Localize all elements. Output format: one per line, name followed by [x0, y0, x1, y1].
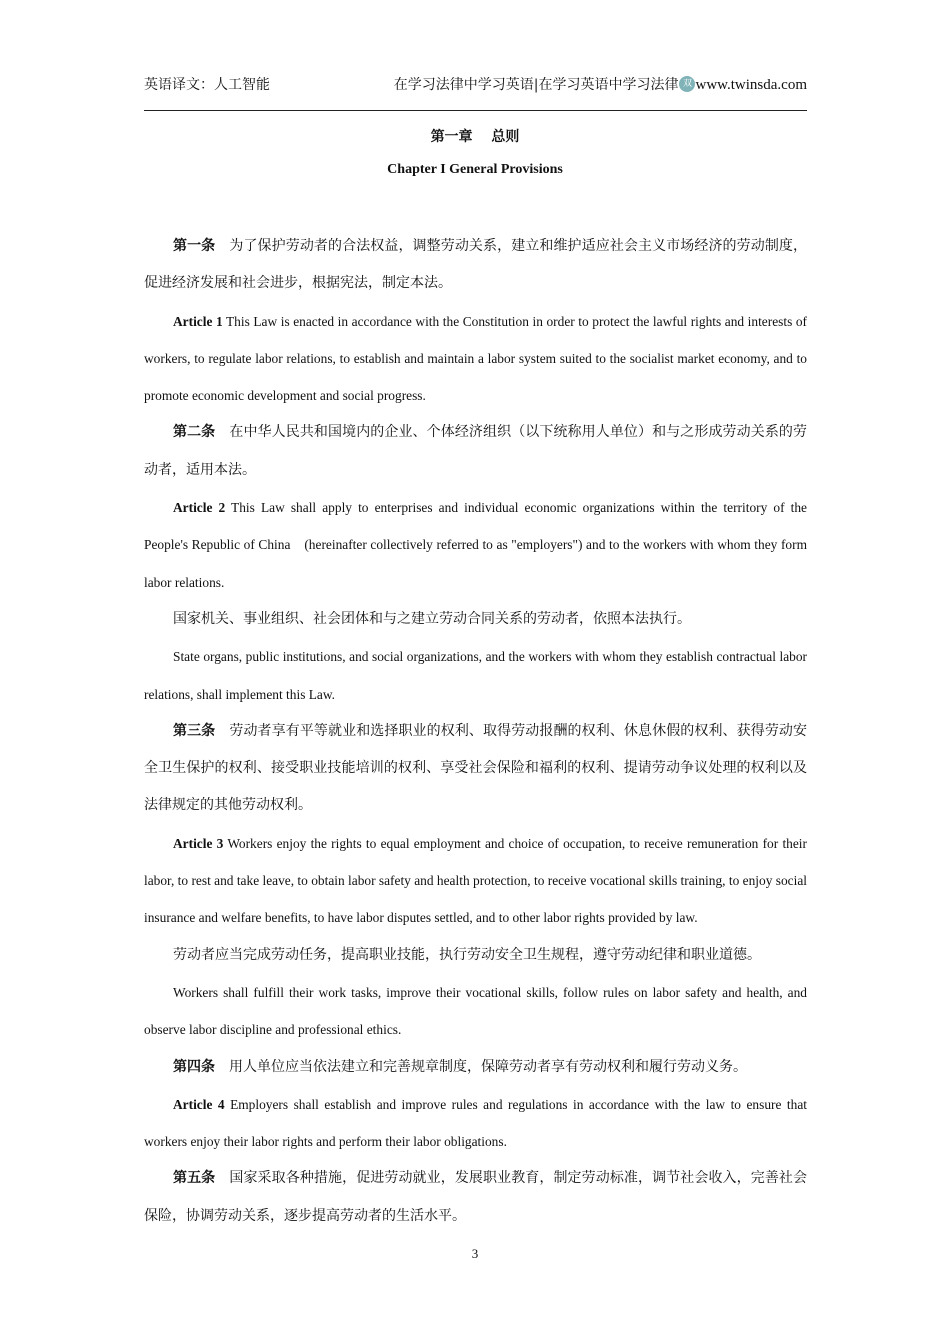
chapter-title-en: Chapter I General Provisions [387, 162, 563, 177]
article-paragraph [144, 1049, 807, 1086]
paragraph-text: Workers enjoy the rights to equal employment and choice of occupation, to receive remuneration for their labor, to rest and take leave, to obtain labor safety and health protection, to receive vocational skills training, to enjoy social insurance and welfare benefits, to have labor disputes settled, and to other labor rights provided by law. [144, 835, 807, 926]
paragraph-text: 为了保护劳动者的合法权益，调整劳动关系，建立和维护适应社会主义市场经济的劳动制度，促进经济发展和社会进步，根据宪法，制定本法。 [144, 238, 808, 292]
paragraph-text: 劳动者应当完成劳动任务，提高职业技能，执行劳动安全卫生规程，遵守劳动纪律和职业道德。 [173, 946, 761, 963]
paragraph-text: State organs, public institutions, and social organizations, and the workers with whom they establish contractual labor relations, shall implement this Law. [144, 649, 807, 702]
article-label: Article 2 [173, 500, 226, 516]
article-label: 第二条 [173, 424, 216, 441]
chapter-title-cn: 第一章 总则 [430, 129, 520, 145]
paragraph [144, 638, 807, 713]
paragraph-text: 国家采取各种措施，促进劳动就业，发展职业教育，制定劳动标准，调节社会收入，完善社会保险，协调劳动关系，逐步提高劳动者的生活水平。 [144, 1170, 808, 1224]
article-label: 第一条 [173, 238, 216, 254]
article-paragraph [144, 825, 807, 937]
page-number: 3 [471, 1246, 479, 1261]
article-paragraph [144, 1160, 807, 1235]
article-paragraph [144, 713, 807, 825]
article-paragraph [144, 489, 807, 601]
paragraph [144, 937, 807, 974]
paragraph-text: 国家机关、事业组织、社会团体和与之建立劳动合同关系的劳动者，依照本法执行。 [173, 610, 691, 627]
paragraph-text: 在中华人民共和国境内的企业、个体经济组织（以下统称用人单位）和与之形成劳动关系的劳动者，适用本法。 [144, 424, 808, 478]
article-paragraph [144, 414, 807, 489]
paragraph [144, 974, 807, 1049]
paragraph-text: 劳动者享有平等就业和选择职业的权利、取得劳动报酬的权利、休息休假的权利、获得劳动安全卫生保护的权利、接受职业技能培训的权利、享受社会保险和福利的权利、提请劳动争议处理的权利以及法律规定的其他劳动权利。 [144, 722, 808, 814]
article-paragraph [144, 303, 807, 415]
document-body [144, 228, 807, 1235]
paragraph-text: 用人单位应当依法建立和完善规章制度，保障劳动者享有劳动权利和履行劳动义务。 [215, 1058, 747, 1075]
header-slogan-group [394, 74, 807, 98]
twinsda-logo-icon: 双 [679, 76, 695, 92]
header-title: 英语译文：人工智能 [144, 77, 270, 93]
paragraph-text: This Law is enacted in accordance with the Constitution in order to protect the lawful rights and interests of workers, to regulate labor relations, to establish and maintain a labor system suited to the socialist market economy, and to promote economic development and social progress. [144, 313, 807, 404]
paragraph [144, 601, 807, 638]
article-label: 第四条 [173, 1058, 215, 1075]
article-label: 第五条 [173, 1170, 216, 1187]
paragraph-text: This Law shall apply to enterprises and individual economic organizations within the territory of the People's Republic of China (hereinafter collectively referred to as "employers") and to the workers with whom they form labor relations. [144, 500, 807, 590]
article-label: Article 3 [173, 835, 224, 851]
article-paragraph [144, 1086, 807, 1161]
header-slogan: 在学习法律中学习英语|在学习英语中学习法律 [393, 77, 679, 93]
page-header [144, 70, 807, 111]
article-label: 第三条 [173, 722, 216, 739]
article-paragraph [144, 228, 807, 303]
article-label: Article 1 [173, 313, 223, 329]
paragraph-text: Workers shall fulfill their work tasks, improve their vocational skills, follow rules on labor safety and health, and observe labor discipline and professional ethics. [144, 984, 807, 1038]
article-label: Article 4 [173, 1096, 225, 1112]
header-url: www.twinsda.com [695, 77, 807, 93]
paragraph-text: Employers shall establish and improve rules and regulations in accordance with the law to ensure that workers enjoy their labor rights and perform their labor obligations. [144, 1096, 807, 1150]
